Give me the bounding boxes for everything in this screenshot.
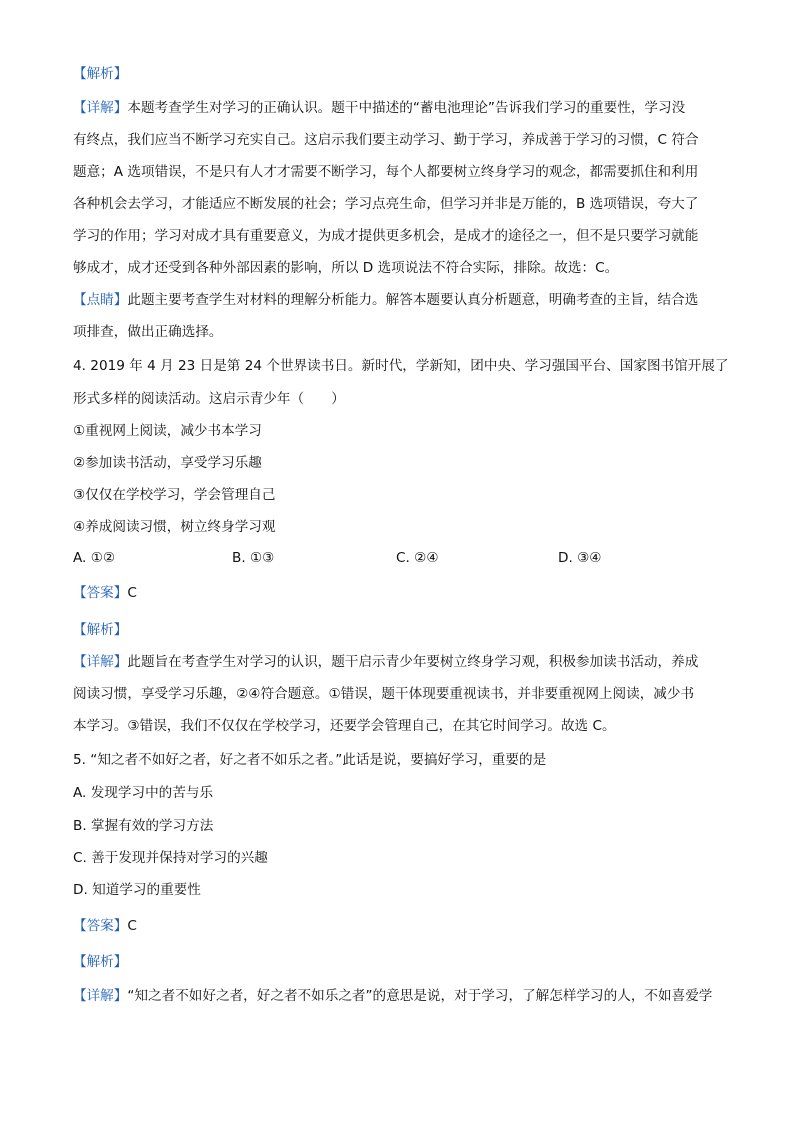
analysis-label: 【解析】 [73, 66, 128, 82]
detail-line: 有终点，我们应当不断学习充实自己。这启示我们要主动学习、勤于学习，养成善于学习的习惯，C 符合 [73, 132, 699, 148]
answer-label: 【答案】 [73, 585, 128, 601]
question-4-statement: ③仅仅在学校学习，学会管理自己 [73, 487, 276, 503]
question-4-stem: 形式多样的阅读活动。这启示青少年（ ） [73, 391, 345, 407]
question-4-statement: ②参加读书活动，享受学习乐趣 [73, 455, 262, 471]
comment-line [73, 290, 733, 310]
question-4-stem: 4. 2019 年 4 月 23 日是第 24 个世界读书日。新时代，学新知，团中央、学习强国平台、国家图书馆开展了 [73, 358, 729, 374]
question-4-answer [73, 583, 733, 603]
detail-line: 各种机会去学习，才能适应不断发展的社会；学习点亮生命，但学习并非是万能的，B 选项错误，夸大了 [73, 196, 699, 212]
question-4-option-d: D. ③④ [558, 550, 602, 566]
comment-line: 项排查，做出正确选择。 [73, 324, 223, 340]
detail-line: 学习的作用；学习对成才具有重要意义，为成才提供更多机会，是成才的途径之一，但不是只要学习就能 [73, 228, 699, 244]
comment-label: 【点睛】 [73, 292, 128, 308]
detail-label: 【详解】 [73, 988, 128, 1004]
answer-value: C [127, 585, 137, 601]
detail-line [73, 98, 733, 118]
question-5-option-b: B. 掌握有效的学习方法 [73, 818, 214, 834]
detail-line: 题意；A 选项错误，不是只有人才才需要不断学习，每个人都要树立终身学习的观念，都需要抓住和利用 [73, 164, 699, 180]
question-5-stem: 5. “知之者不如好之者，好之者不如乐之者。”此话是说，要搞好学习，重要的是 [73, 752, 547, 768]
detail-text: “知之者不如好之者，好之者不如乐之者”的意思是说，对于学习，了解怎样学习的人，不如喜爱学 [127, 988, 713, 1004]
detail-line: 本学习。③错误，我们不仅仅在学校学习，还要学会管理自己，在其它时间学习。故选 C。 [73, 718, 616, 734]
analysis-heading-4 [73, 620, 733, 640]
detail-text: 本题考查学生对学习的正确认识。题干中描述的“蓄电池理论”告诉我们学习的重要性，学习没 [127, 100, 686, 116]
analysis-label: 【解析】 [73, 622, 128, 638]
question-5-option-a: A. 发现学习中的苦与乐 [73, 785, 214, 801]
question-4-option-c: C. ②④ [396, 550, 439, 566]
question-4-option-b: B. ①③ [232, 550, 275, 566]
question-5-option-d: D. 知道学习的重要性 [73, 882, 201, 898]
question-5-option-c: C. 善于发现并保持对学习的兴趣 [73, 850, 268, 866]
question-4-statement: ④养成阅读习惯，树立终身学习观 [73, 519, 276, 535]
answer-label: 【答案】 [73, 918, 128, 934]
analysis-heading-3 [73, 64, 733, 84]
detail-line [73, 652, 733, 672]
detail-label: 【详解】 [73, 654, 128, 670]
answer-value: C [127, 918, 137, 934]
detail-line: 够成才，成才还受到各种外部因素的影响，所以 D 选项说法不符合实际，排除。故选：C。 [73, 260, 619, 276]
question-4-statement: ①重视网上阅读，减少书本学习 [73, 423, 262, 439]
detail-text: 此题旨在考查学生对学习的认识，题干启示青少年要树立终身学习观，积极参加读书活动，养成 [127, 654, 699, 670]
comment-text: 此题主要考查学生对材料的理解分析能力。解答本题要认真分析题意，明确考查的主旨，结合选 [127, 292, 699, 308]
question-5-answer [73, 916, 733, 936]
analysis-heading-5 [73, 952, 733, 972]
analysis-label: 【解析】 [73, 954, 128, 970]
question-4-option-a: A. ①② [73, 550, 116, 566]
detail-line [73, 986, 733, 1006]
detail-line: 阅读习惯，享受学习乐趣，②④符合题意。①错误，题干体现要重视读书，并非要重视网上阅读，减少书 [73, 686, 695, 702]
detail-label: 【详解】 [73, 100, 128, 116]
